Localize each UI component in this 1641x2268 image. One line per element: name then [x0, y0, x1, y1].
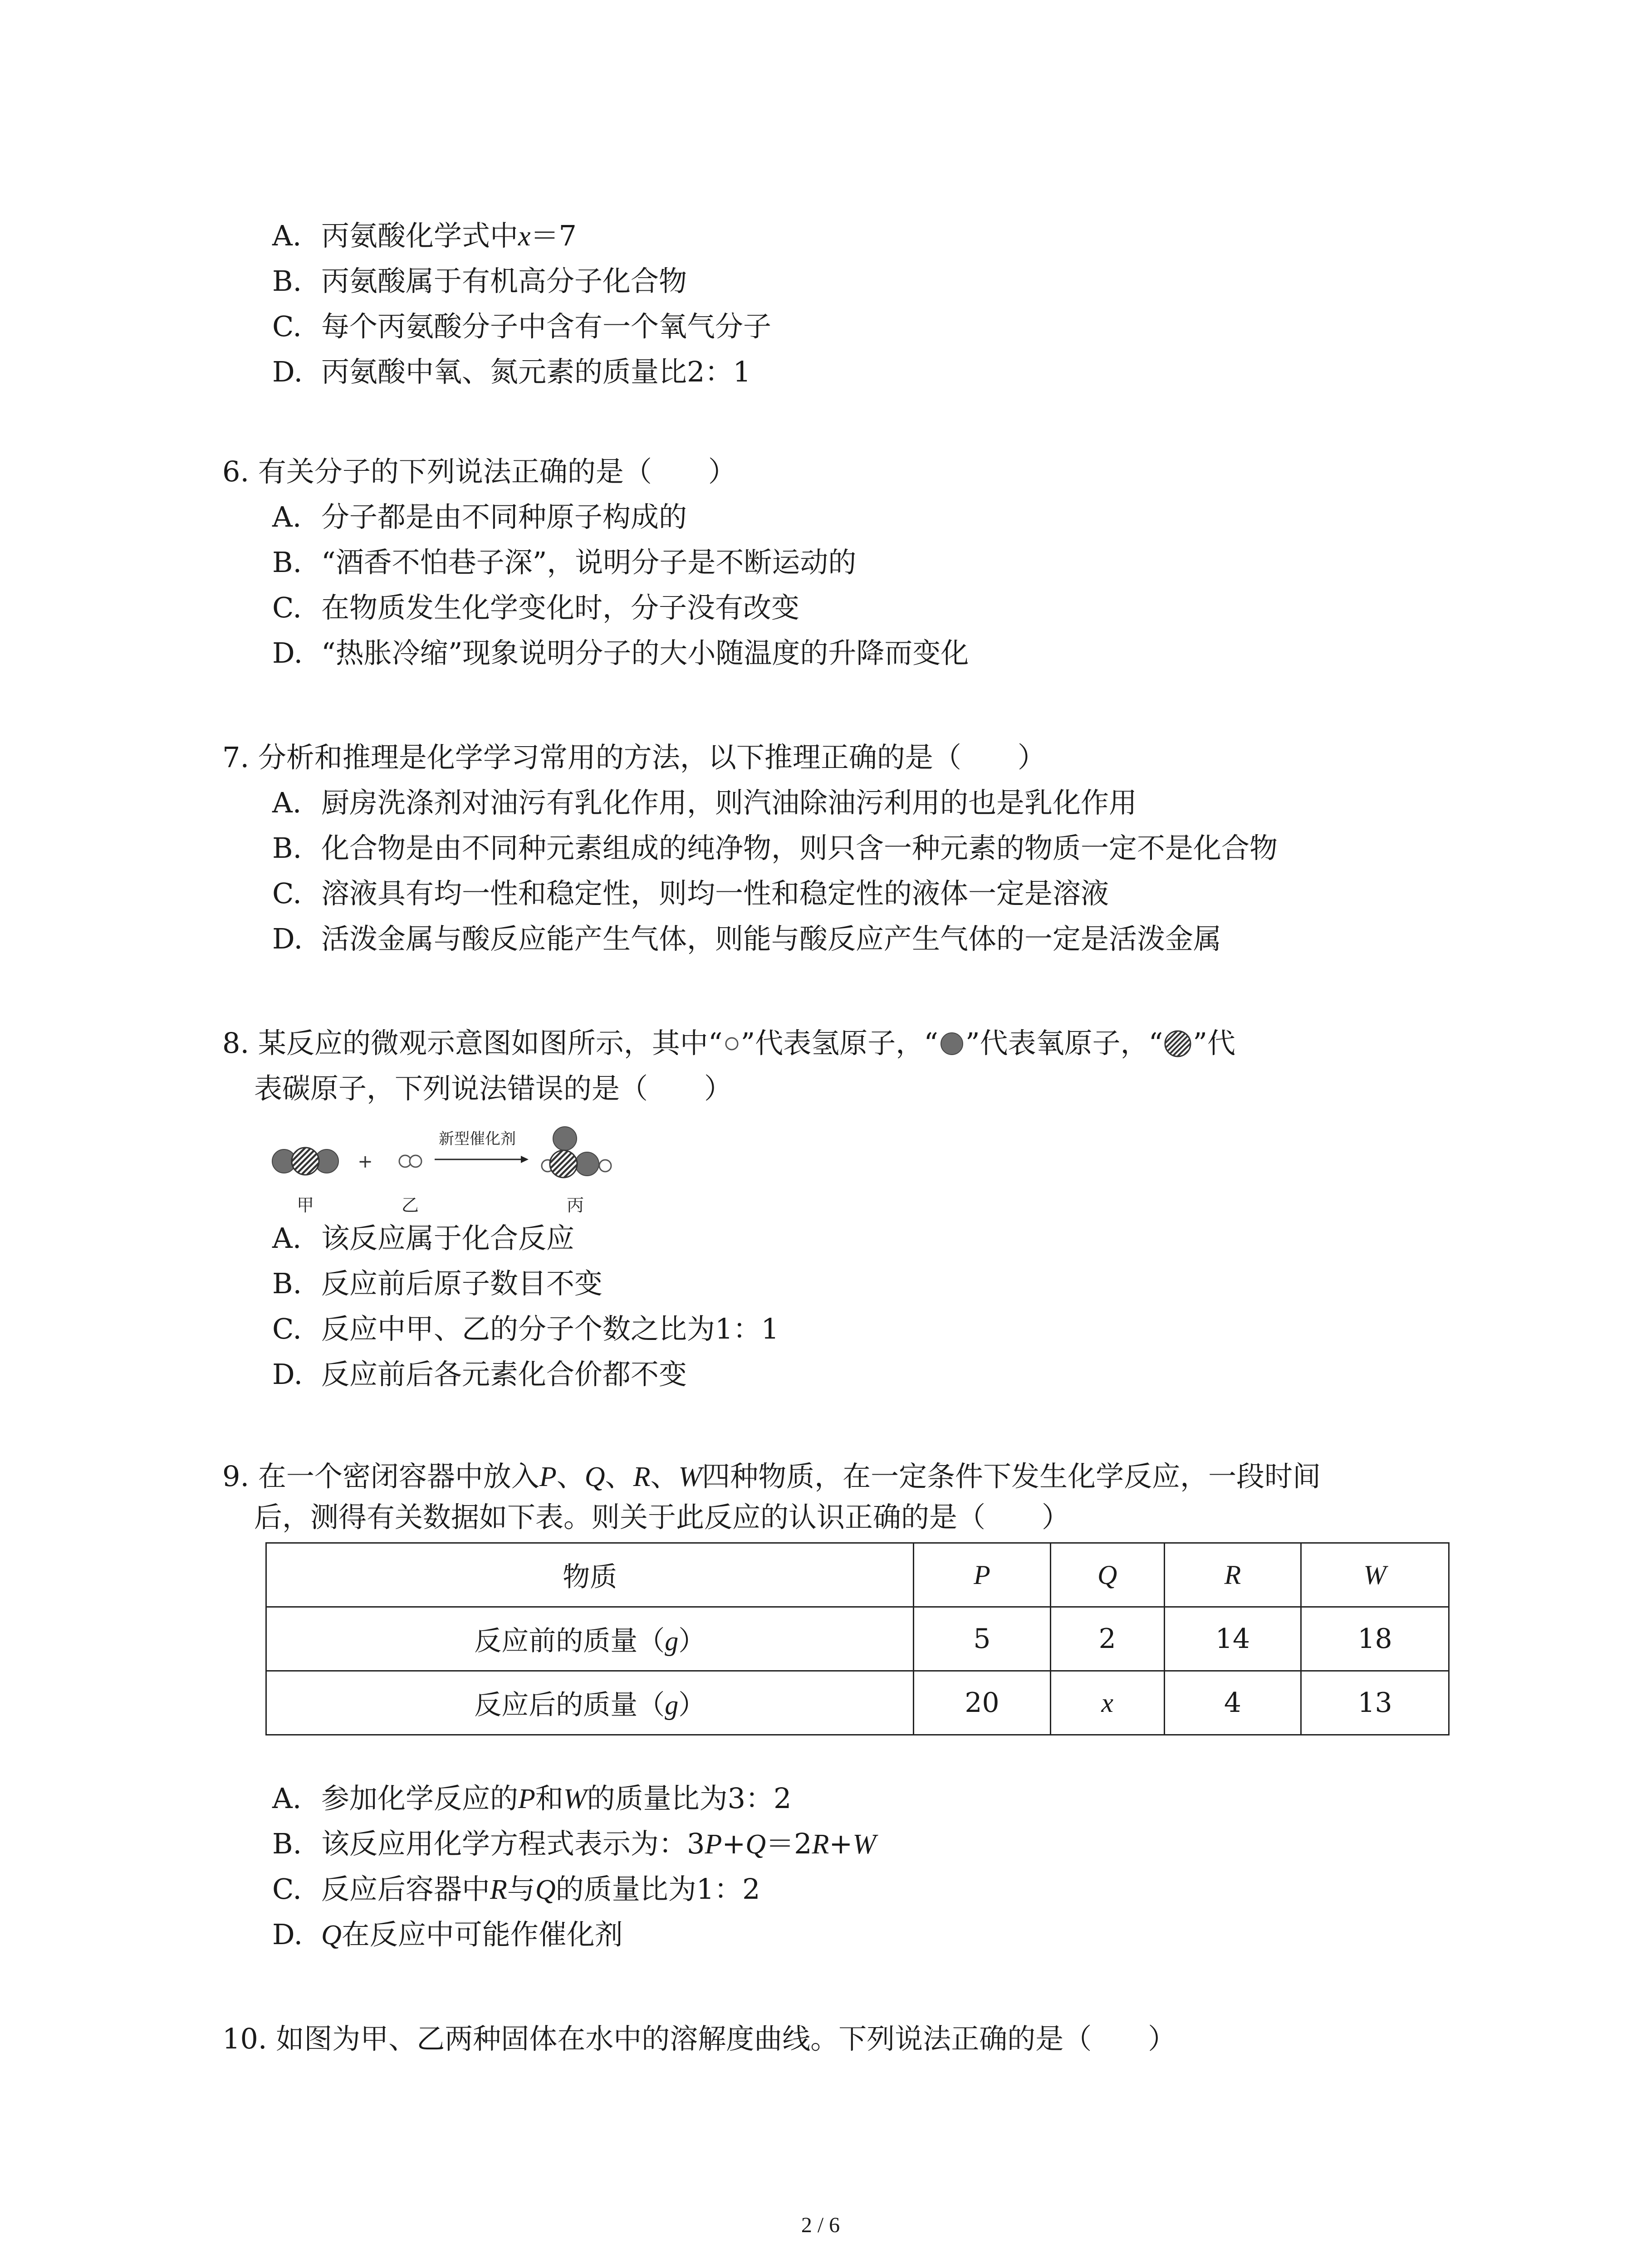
q9-stem-line2: 后，测得有关数据如下表。则关于此反应的认识正确的是（ ） [254, 1501, 1070, 1534]
oxygen-atom-icon [938, 1030, 965, 1057]
q6-option-a: A. 分子都是由不同种原子构成的 [272, 500, 687, 533]
molecule-jia [272, 1148, 338, 1175]
q8-option-d: D. 反应前后各元素化合价都不变 [272, 1358, 687, 1391]
q6-stem: 6. 有关分子的下列说法正确的是（ ） [222, 455, 736, 488]
table-cell: x [1050, 1671, 1164, 1735]
table-cell: 18 [1301, 1607, 1449, 1671]
page-number: 2 / 6 [801, 2213, 840, 2237]
table-header-cell: Q [1050, 1543, 1164, 1607]
hydrogen-atom-icon [723, 1035, 741, 1053]
arrow-head-icon [521, 1156, 529, 1163]
molecule-bing [542, 1127, 611, 1178]
table-header-cell: W [1301, 1543, 1449, 1607]
q9-stem-line1: 9. 在一个密闭容器中放入P、Q、R、W四种物质，在一定条件下发生化学反应，一段时间 [222, 1460, 1321, 1493]
q9-option-c: C. 反应后容器中R与Q的质量比为1：2 [272, 1872, 760, 1906]
molecule-yi [399, 1155, 421, 1167]
arrow-label: 新型催化剂 [439, 1130, 516, 1148]
q5-option-c: C. 每个丙氨酸分子中含有一个氧气分子 [272, 310, 772, 343]
table-cell: 14 [1164, 1607, 1301, 1671]
table-cell: 5 [914, 1607, 1050, 1671]
label-jia: 甲 [296, 1195, 314, 1215]
q9-option-b: B. 该反应用化学方程式表示为：3P+Q＝2R+W [272, 1827, 877, 1860]
q8-option-b: B. 反应前后原子数目不变 [272, 1267, 603, 1300]
q7-stem: 7. 分析和推理是化学学习常用的方法，以下推理正确的是（ ） [222, 741, 1046, 774]
table-cell: 4 [1164, 1671, 1301, 1735]
q9-option-d: D. Q在反应中可能作催化剂 [272, 1918, 623, 1951]
q5-option-a: A. 丙氨酸化学式中x＝7 [272, 219, 577, 252]
q6-option-d: D. “热胀冷缩”现象说明分子的大小随温度的升降而变化 [272, 636, 969, 670]
reaction-diagram [268, 1120, 676, 1229]
q7-option-a: A. 厨房洗涤剂对油污有乳化作用，则汽油除油污利用的也是乳化作用 [272, 786, 1137, 819]
table-header-cell: R [1164, 1543, 1301, 1607]
label-bing: 丙 [566, 1195, 584, 1215]
carbon-atom-icon [1163, 1029, 1193, 1059]
q5-option-d: D. 丙氨酸中氧、氮元素的质量比2：1 [272, 355, 751, 388]
table-row [266, 1671, 1449, 1735]
plus-sign: + [358, 1151, 373, 1172]
table-cell: 20 [914, 1671, 1050, 1735]
q9-option-a: A. 参加化学反应的P和W的质量比为3：2 [272, 1782, 792, 1815]
q8-stem-line1: 8. 某反应的微观示意图如图所示，其中“ ”代表氢原子，“ ”代表氧原子，“ ”代 [222, 1026, 1236, 1060]
table-row [266, 1607, 1449, 1671]
label-yi: 乙 [401, 1195, 419, 1215]
mass-data-table [265, 1542, 1450, 1735]
q10-stem: 10. 如图为甲、乙两种固体在水中的溶解度曲线。下列说法正确的是（ ） [222, 2022, 1176, 2055]
table-cell: 13 [1301, 1671, 1449, 1735]
q6-option-c: C. 在物质发生化学变化时，分子没有改变 [272, 591, 800, 624]
table-header-cell: P [914, 1543, 1050, 1607]
table-cell: 2 [1050, 1607, 1164, 1671]
q7-option-b: B. 化合物是由不同种元素组成的纯净物，则只含一种元素的物质一定不是化合物 [272, 831, 1278, 865]
q5-option-b: B. 丙氨酸属于有机高分子化合物 [272, 264, 687, 298]
table-row-label: 反应前的质量（g） [266, 1607, 914, 1671]
q8-option-a: A. 该反应属于化合反应 [272, 1222, 575, 1255]
table-header-cell: 物质 [266, 1543, 914, 1607]
table-row-label: 反应后的质量（g） [266, 1671, 914, 1735]
q6-option-b: B. “酒香不怕巷子深”，说明分子是不断运动的 [272, 546, 857, 579]
table-header-row [266, 1543, 1449, 1607]
q7-option-c: C. 溶液具有均一性和稳定性，则均一性和稳定性的液体一定是溶液 [272, 877, 1109, 910]
q8-stem-line2: 表碳原子，下列说法错误的是（ ） [254, 1072, 733, 1105]
q7-option-d: D. 活泼金属与酸反应能产生气体，则能与酸反应产生气体的一定是活泼金属 [272, 922, 1222, 955]
q8-option-c: C. 反应中甲、乙的分子个数之比为1：1 [272, 1312, 779, 1345]
